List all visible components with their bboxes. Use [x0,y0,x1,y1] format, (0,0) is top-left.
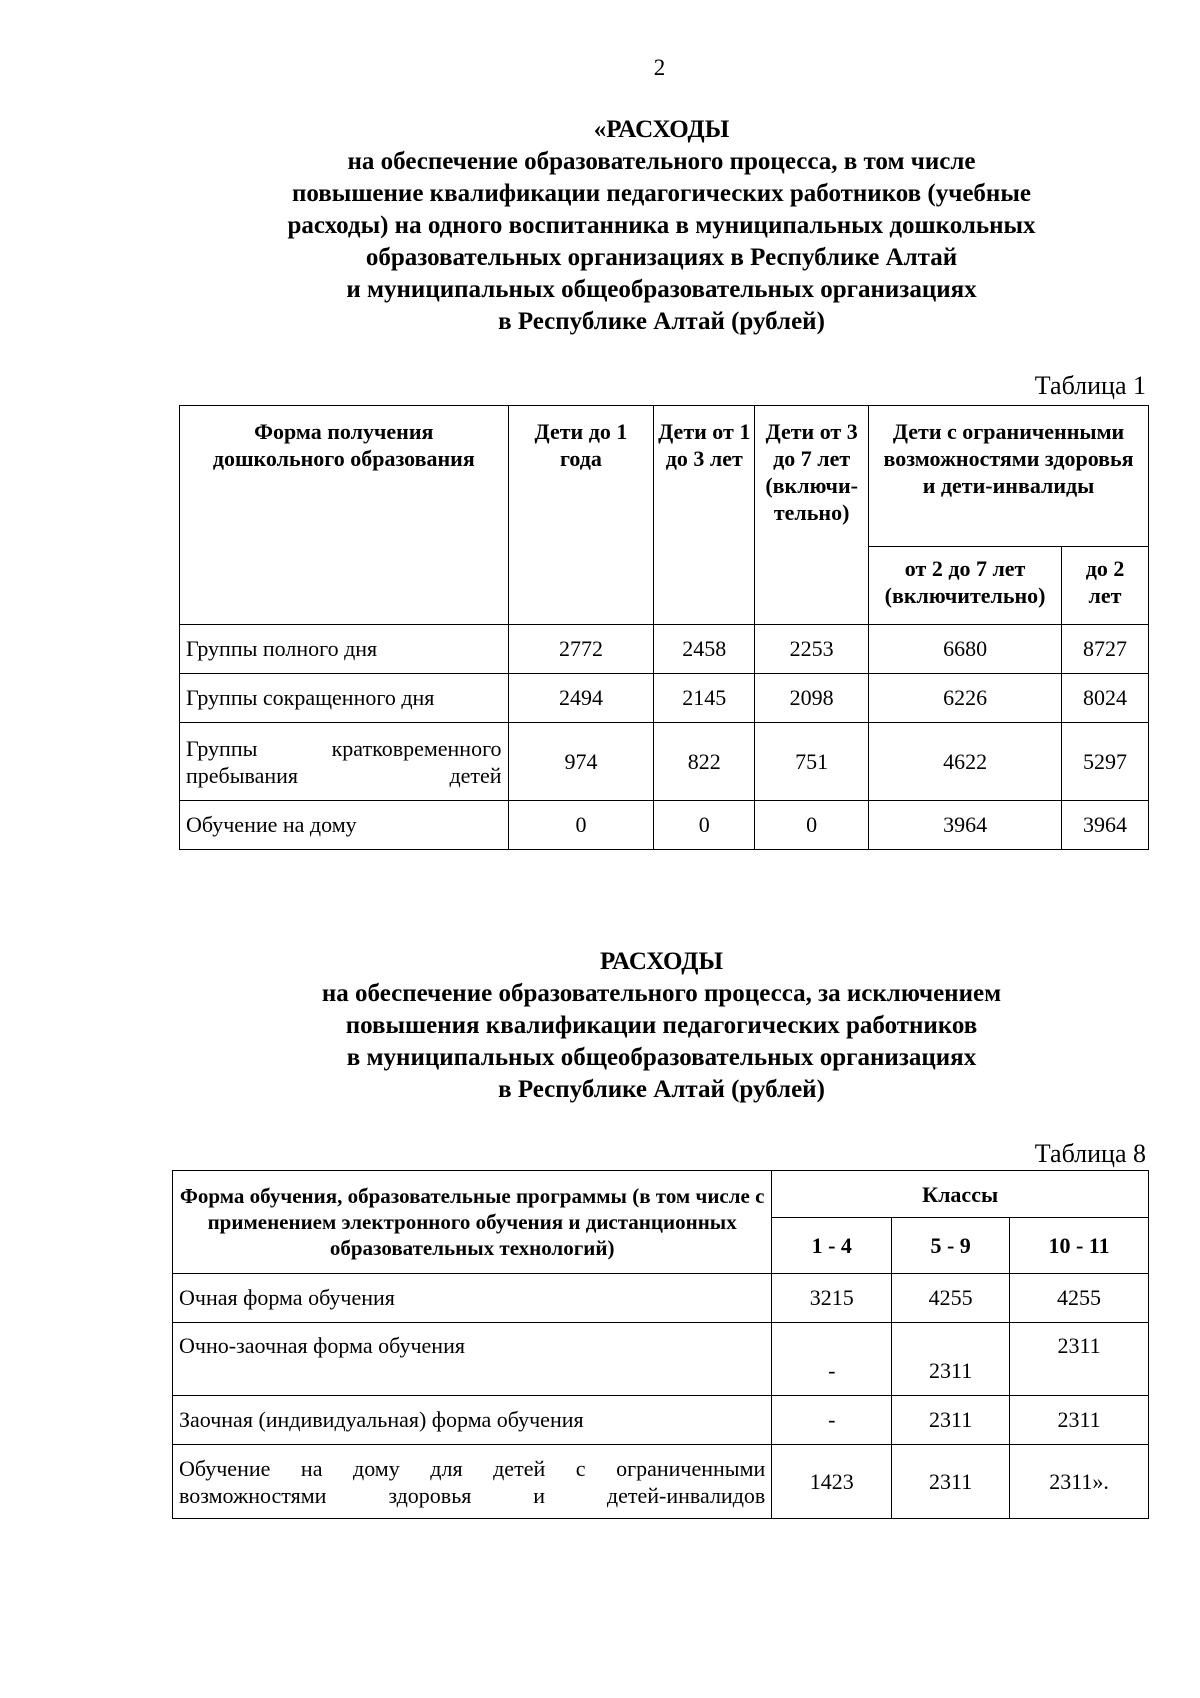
cell-value: 2494 [508,674,654,723]
cell-value: 2311 [1010,1396,1149,1445]
header-disabled-under-2: до 2 лет [1062,547,1149,625]
header-grade-5-9: 5 - 9 [892,1218,1010,1274]
title-line: РАСХОДЫ [599,948,724,975]
header-grade-1-4: 1 - 4 [772,1218,892,1274]
header-classes: Классы [772,1171,1149,1218]
table-row [180,674,1149,723]
title-line: «РАСХОДЫ [593,116,730,143]
cell-value: 2311 [892,1323,1010,1396]
cell-value: 0 [508,801,654,850]
row-label: Группы сокращенного дня [180,674,509,723]
cell-value: 4255 [1010,1274,1149,1323]
table-row [180,723,1149,801]
cell-value: 4255 [892,1274,1010,1323]
header-grade-10-11: 10 - 11 [1010,1218,1149,1274]
cell-value: 3215 [772,1274,892,1323]
table-1-label: Таблица 1 [1034,371,1146,400]
cell-value: 3964 [869,801,1062,850]
preschool-expenses-table [179,405,1149,850]
header-form: Форма получения дошкольного образования [180,406,509,625]
cell-value: 2145 [654,674,755,723]
cell-value: 2311». [1010,1445,1149,1519]
cell-value: - [772,1396,892,1445]
title-line: на обеспечение образовательного процесса, в том числе [347,148,976,175]
cell-value: 2311 [1010,1323,1149,1396]
table-row [180,625,1149,674]
cell-value: 5297 [1062,723,1149,801]
table-row [173,1274,1149,1323]
table-row [180,801,1149,850]
document-title-2 [0,946,1200,1106]
header-3-to-7: Дети от 3 до 7 лет (включи-тельно) [755,406,869,625]
header-disabled-2-to-7: от 2 до 7 лет (включительно) [869,547,1062,625]
row-label: Очная форма обучения [173,1274,772,1323]
row-label: Группы кратковременного пребывания детей [180,723,509,801]
table-8-label: Таблица 8 [1034,1139,1146,1168]
row-label: Обучение на дому [180,801,509,850]
school-expenses-table [172,1170,1149,1519]
table-row [173,1445,1149,1519]
cell-value: 2311 [892,1445,1010,1519]
title-line: на обеспечение образовательного процесса, за исключением [321,980,1002,1007]
table-row [173,1323,1149,1396]
cell-value: 751 [755,723,869,801]
cell-value: 6226 [869,674,1062,723]
row-label: Заочная (индивидуальная) форма обучения [173,1396,772,1445]
row-label: Очно-заочная форма обучения [173,1323,772,1396]
title-line: в Республике Алтай (рублей) [498,308,825,335]
title-line: повышения квалификации педагогических работников [345,1012,978,1039]
title-line: образовательных организациях в Республике Алтай [365,244,958,271]
cell-value: 2098 [755,674,869,723]
cell-value: 6680 [869,625,1062,674]
row-label: Группы полного дня [180,625,509,674]
cell-value: 2458 [654,625,755,674]
title-line: повышение квалификации педагогических работников (учебные [292,180,1031,207]
header-disabled: Дети с ограниченными возможностями здоровья и дети-инвалиды [869,406,1149,547]
cell-value: 3964 [1062,801,1149,850]
header-form: Форма обучения, образовательные программы (в том числе с применением электронного обучения и дистанционных образовательных технологий) [173,1171,772,1274]
row-label: Обучение на дому для детей с ограниченными возможностями здоровья и детей-инвалидов [173,1445,772,1519]
header-under-1: Дети до 1 года [508,406,654,625]
cell-value: 4622 [869,723,1062,801]
title-line: в муниципальных общеобразовательных организациях [346,1044,977,1071]
cell-value: 8024 [1062,674,1149,723]
cell-value: 0 [755,801,869,850]
cell-value: 2311 [892,1396,1010,1445]
header-1-to-3: Дети от 1 до 3 лет [654,406,755,625]
cell-value: 8727 [1062,625,1149,674]
page-number: 2 [653,55,666,80]
cell-value: 974 [508,723,654,801]
cell-value: - [772,1323,892,1396]
cell-value: 0 [654,801,755,850]
cell-value: 2253 [755,625,869,674]
document-title-1 [0,114,1200,338]
cell-value: 2772 [508,625,654,674]
title-line: и муниципальных общеобразовательных организациях [346,276,977,303]
cell-value: 1423 [772,1445,892,1519]
table-row [173,1396,1149,1445]
title-line: расходы) на одного воспитанника в муниципальных дошкольных [287,212,1036,239]
cell-value: 822 [654,723,755,801]
title-line: в Республике Алтай (рублей) [498,1076,825,1103]
